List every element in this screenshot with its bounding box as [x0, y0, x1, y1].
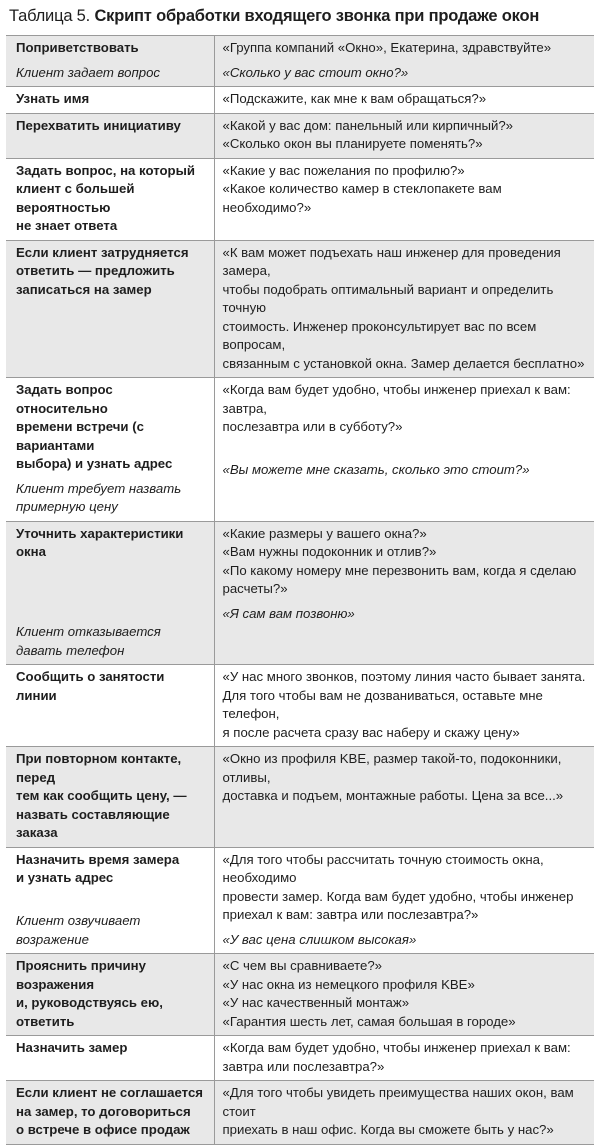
client-note: примерную цену — [16, 499, 118, 514]
phrase-text: «Окно из профиля KBE, размер такой-то, подоконники, отливы, — [222, 751, 562, 785]
table-row — [6, 847, 594, 954]
phrase-text: «Гарантия шесть лет, самая большая в городе» — [222, 1013, 516, 1029]
phrase-text: «Для того чтобы рассчитать точную стоимость окна, необходимо — [222, 851, 544, 885]
phrase-cell — [214, 847, 594, 954]
action-cell — [6, 954, 214, 1036]
phrase-text: Для того чтобы вам не дозваниваться, оставьте мне телефон, — [222, 687, 543, 721]
phrase-text: завтра или послезавтра?» — [222, 1058, 385, 1074]
phrase-text: стоимость. Инженер проконсультирует вас по всем вопросам, — [222, 318, 537, 352]
phrase-text: «Группа компаний «Окно», Екатерина, здравствуйте» — [222, 40, 552, 55]
client-phrase: «Сколько у вас стоит окно?» — [222, 64, 409, 80]
phrase-text: «Какие у вас пожелания по профилю?» — [222, 162, 465, 178]
action-text: тем как сообщить цену, — — [16, 788, 187, 803]
action-text: и, руководствуясь ею, ответить — [16, 995, 163, 1029]
phrase-text: «У нас много звонков, поэтому линия часто бывает занята. — [222, 669, 586, 684]
action-cell — [6, 1036, 214, 1081]
phrase-cell — [214, 521, 594, 665]
action-text: Перехватить инициативу — [16, 117, 181, 133]
action-text: Задать вопрос относительно — [16, 382, 113, 416]
phrase-cell — [214, 1081, 594, 1145]
action-cell — [6, 378, 214, 522]
caption-prefix: Таблица 5. — [9, 7, 91, 25]
phrase-cell — [214, 378, 594, 522]
action-cell — [6, 87, 214, 114]
table-body — [6, 36, 594, 1145]
action-text: Узнать имя — [16, 91, 90, 106]
action-text: При повторном контакте, перед — [16, 751, 182, 785]
phrase-text: «Подскажите, как мне к вам обращаться?» — [222, 91, 487, 106]
phrase-text: «Какой у вас дом: панельный или кирпичный?» — [222, 117, 514, 133]
phrase-text: приехал к вам: завтра или послезавтра?» — [222, 907, 479, 922]
action-cell — [6, 665, 214, 747]
phrase-text: доставка и подъем, монтажные работы. Цена за все...» — [222, 788, 564, 803]
phrase-cell — [214, 1036, 594, 1081]
client-phrase: «Я сам вам позвоню» — [222, 605, 355, 621]
action-text: и узнать адрес — [16, 870, 114, 885]
table-row — [6, 378, 594, 522]
phrase-cell — [214, 87, 594, 114]
filler — [16, 562, 208, 581]
phrase-cell — [214, 665, 594, 747]
action-text: Задать вопрос, на который — [16, 162, 195, 178]
table-row — [6, 1081, 594, 1145]
table-caption — [9, 4, 594, 28]
action-cell — [6, 747, 214, 848]
phrase-cell — [214, 954, 594, 1036]
phrase-cell — [214, 747, 594, 848]
action-cell — [6, 36, 214, 87]
action-cell — [6, 521, 214, 665]
phrase-text: связанным с установкой окна. Замер делается бесплатно» — [222, 355, 585, 371]
filler — [16, 580, 208, 599]
phrase-text: «С чем вы сравниваете?» — [222, 958, 383, 973]
table-row — [6, 240, 594, 378]
action-text: не знает ответа — [16, 218, 118, 233]
table-row — [6, 665, 594, 747]
phrase-text: «По какому номеру мне перезвонить вам, когда я сделаю — [222, 562, 577, 578]
table-row — [6, 1036, 594, 1081]
action-text: назвать составляющие заказа — [16, 806, 170, 840]
phrase-text: послезавтра или в субботу?» — [222, 419, 403, 434]
action-text: выбора) и узнать адрес — [16, 456, 173, 471]
phrase-text: «Вам нужны подоконник и отлив?» — [222, 544, 437, 559]
phrase-text: «Для того чтобы увидеть преимущества наших окон, вам стоит — [222, 1085, 574, 1119]
action-cell — [6, 158, 214, 240]
action-text: о встрече в офисе продаж — [16, 1122, 190, 1137]
phrase-text: чтобы подобрать оптимальный вариант и определить точную — [222, 281, 554, 315]
action-text: Если клиент не соглашается — [16, 1085, 203, 1100]
call-script-table — [6, 35, 594, 1145]
action-cell — [6, 1081, 214, 1145]
table-row — [6, 113, 594, 158]
table-row — [6, 87, 594, 114]
action-text: Назначить замер — [16, 1040, 128, 1055]
caption-title: Скрипт обработки входящего звонка при продаже окон — [94, 7, 540, 25]
filler — [223, 437, 589, 456]
table-row — [6, 521, 594, 665]
action-text: ответить — предложить — [16, 263, 175, 278]
table-row — [6, 747, 594, 848]
phrase-cell — [214, 113, 594, 158]
phrase-text: «У нас качественный монтаж» — [222, 995, 410, 1010]
client-note: давать телефон — [16, 642, 125, 658]
table-row — [6, 954, 594, 1036]
action-text: Прояснить причину возражения — [16, 958, 146, 992]
action-text: Поприветствовать — [16, 40, 139, 55]
phrase-text: расчеты?» — [222, 581, 288, 596]
client-note: Клиент озвучивает возражение — [16, 913, 141, 947]
phrase-text: провести замер. Когда вам будет удобно, чтобы инженер — [222, 888, 574, 904]
phrase-text: «Какие размеры у вашего окна?» — [222, 525, 427, 541]
action-text: времени встречи (с вариантами — [16, 419, 144, 453]
phrase-text: «Какое количество камер в стеклопакете вам необходимо?» — [222, 181, 502, 215]
client-phrase: «Вы можете мне сказать, сколько это стоит?» — [222, 462, 530, 477]
phrase-cell — [214, 240, 594, 378]
action-text: Если клиент затрудняется — [16, 244, 189, 260]
filler — [16, 888, 208, 907]
client-note: Клиент отказывается — [16, 624, 161, 639]
action-text: клиент с большей вероятностью — [16, 181, 135, 215]
table-row — [6, 158, 594, 240]
phrase-cell — [214, 36, 594, 87]
phrase-text: приехать в наш офис. Когда вы сможете быть у нас?» — [222, 1122, 554, 1137]
phrase-text: «Когда вам будет удобно, чтобы инженер приехал к вам: завтра, — [222, 382, 571, 416]
phrase-text: «У нас окна из немецкого профиля KBE» — [222, 976, 475, 992]
action-text: на замер, то договориться — [16, 1103, 191, 1119]
phrase-text: «Сколько окон вы планируете поменять?» — [222, 136, 483, 151]
action-cell — [6, 847, 214, 954]
phrase-cell — [214, 158, 594, 240]
action-text: Сообщить о занятости линии — [16, 669, 165, 703]
action-text: Уточнить характеристики окна — [16, 525, 184, 559]
table-row — [6, 36, 594, 87]
client-phrase: «У вас цена слишком высокая» — [222, 931, 417, 947]
phrase-text: я после расчета сразу вас наберу и скажу цену» — [222, 724, 520, 740]
phrase-text: «Когда вам будет удобно, чтобы инженер приехал к вам: — [222, 1040, 571, 1055]
filler — [16, 599, 208, 618]
action-cell — [6, 240, 214, 378]
action-text: Назначить время замера — [16, 851, 180, 867]
client-note: Клиент требует назвать — [16, 480, 182, 496]
phrase-text: «К вам может подъехать наш инженер для проведения замера, — [222, 244, 561, 278]
action-text: записаться на замер — [16, 281, 152, 297]
action-cell — [6, 113, 214, 158]
client-note: Клиент задает вопрос — [16, 64, 161, 80]
